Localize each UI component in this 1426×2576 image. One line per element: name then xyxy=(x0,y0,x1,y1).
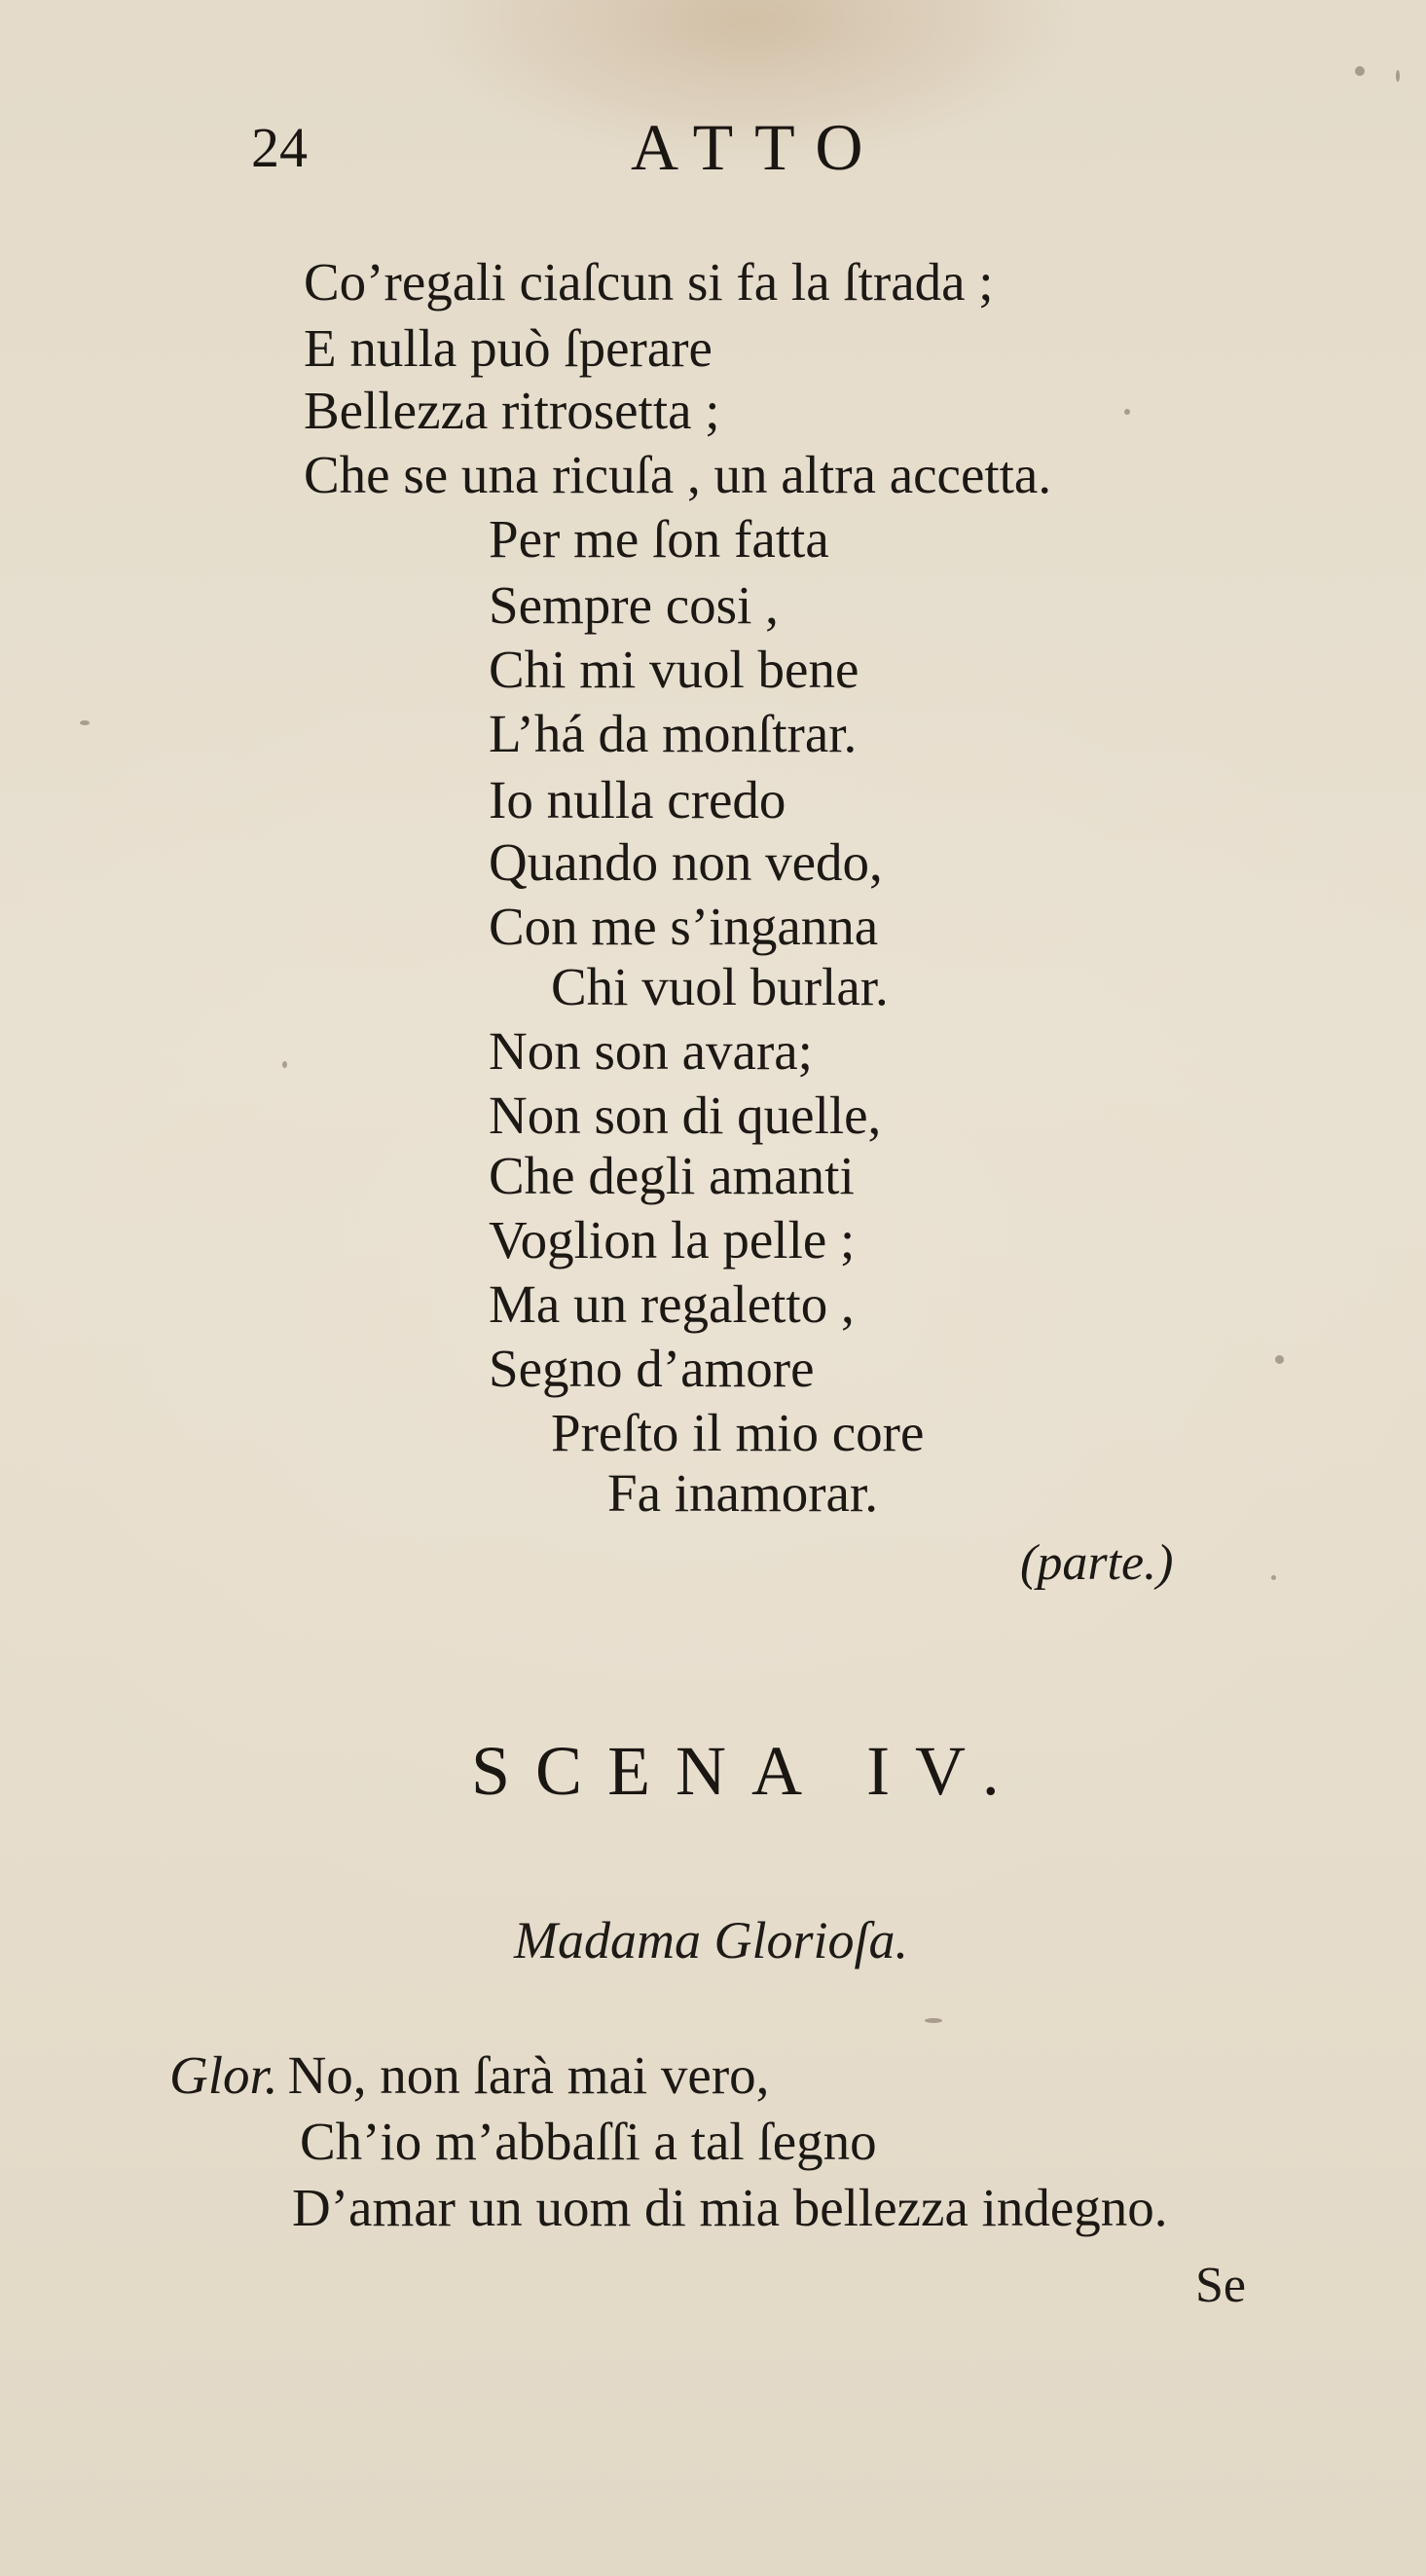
speech-line: D’amar un uom di mia bellezza indegno. xyxy=(292,2178,1168,2237)
paper-speck xyxy=(1124,409,1130,415)
aria-line: Sempre cosi , xyxy=(489,575,779,635)
aria-line: Chi mi vuol bene xyxy=(489,640,859,699)
speech-line-1 xyxy=(169,2045,770,2105)
paper-speck xyxy=(282,1061,287,1068)
paper-speck xyxy=(1271,1575,1276,1580)
aria-line: Preſto il mio core xyxy=(551,1403,925,1462)
aria-line: Chi vuol burlar. xyxy=(551,957,889,1016)
catchword: Se xyxy=(1195,2258,1246,2313)
paper-speck xyxy=(1396,70,1400,82)
running-title: ATTO xyxy=(631,110,885,184)
aria-line: Con me s’inganna xyxy=(489,897,879,956)
aria-line: Ma un regaletto , xyxy=(489,1274,855,1334)
aria-line: L’há da monſtrar. xyxy=(489,704,858,763)
verse-line: E nulla può ſperare xyxy=(304,318,713,378)
aria-line: Non son di quelle, xyxy=(489,1086,882,1145)
stage-direction: (parte.) xyxy=(1020,1535,1174,1591)
verse-line: Bellezza ritrosetta ; xyxy=(304,381,720,440)
paper-speck xyxy=(80,720,90,725)
page-number: 24 xyxy=(251,116,308,179)
speech-text: No, non ſarà mai vero, xyxy=(287,2045,770,2105)
aria-line: Che degli amanti xyxy=(489,1146,855,1205)
scene-character: Madama Glorioſa. xyxy=(514,1911,908,1969)
paper-speck xyxy=(925,2018,942,2023)
aria-line: Quando non vedo, xyxy=(489,832,883,892)
speaker-label: Glor. xyxy=(169,2045,278,2105)
aria-line: Voglion la pelle ; xyxy=(489,1210,856,1270)
aria-line: Segno d’amore xyxy=(489,1339,815,1398)
verse-line: Co’regali ciaſcun si fa la ſtrada ; xyxy=(304,252,994,312)
speech-line: Ch’io m’abbaſſi a tal ſegno xyxy=(300,2112,877,2171)
scene-title: SCENA IV. xyxy=(471,1732,1025,1810)
aria-line: Io nulla credo xyxy=(489,770,786,829)
paper-speck xyxy=(1355,66,1365,76)
aria-line: Non son avara; xyxy=(489,1021,813,1081)
verse-line: Che se una ricuſa , un altra accetta. xyxy=(304,445,1052,504)
aria-line: Fa inamorar. xyxy=(607,1463,878,1523)
paper-speck xyxy=(1275,1355,1284,1364)
aria-line: Per me ſon fatta xyxy=(489,509,829,569)
